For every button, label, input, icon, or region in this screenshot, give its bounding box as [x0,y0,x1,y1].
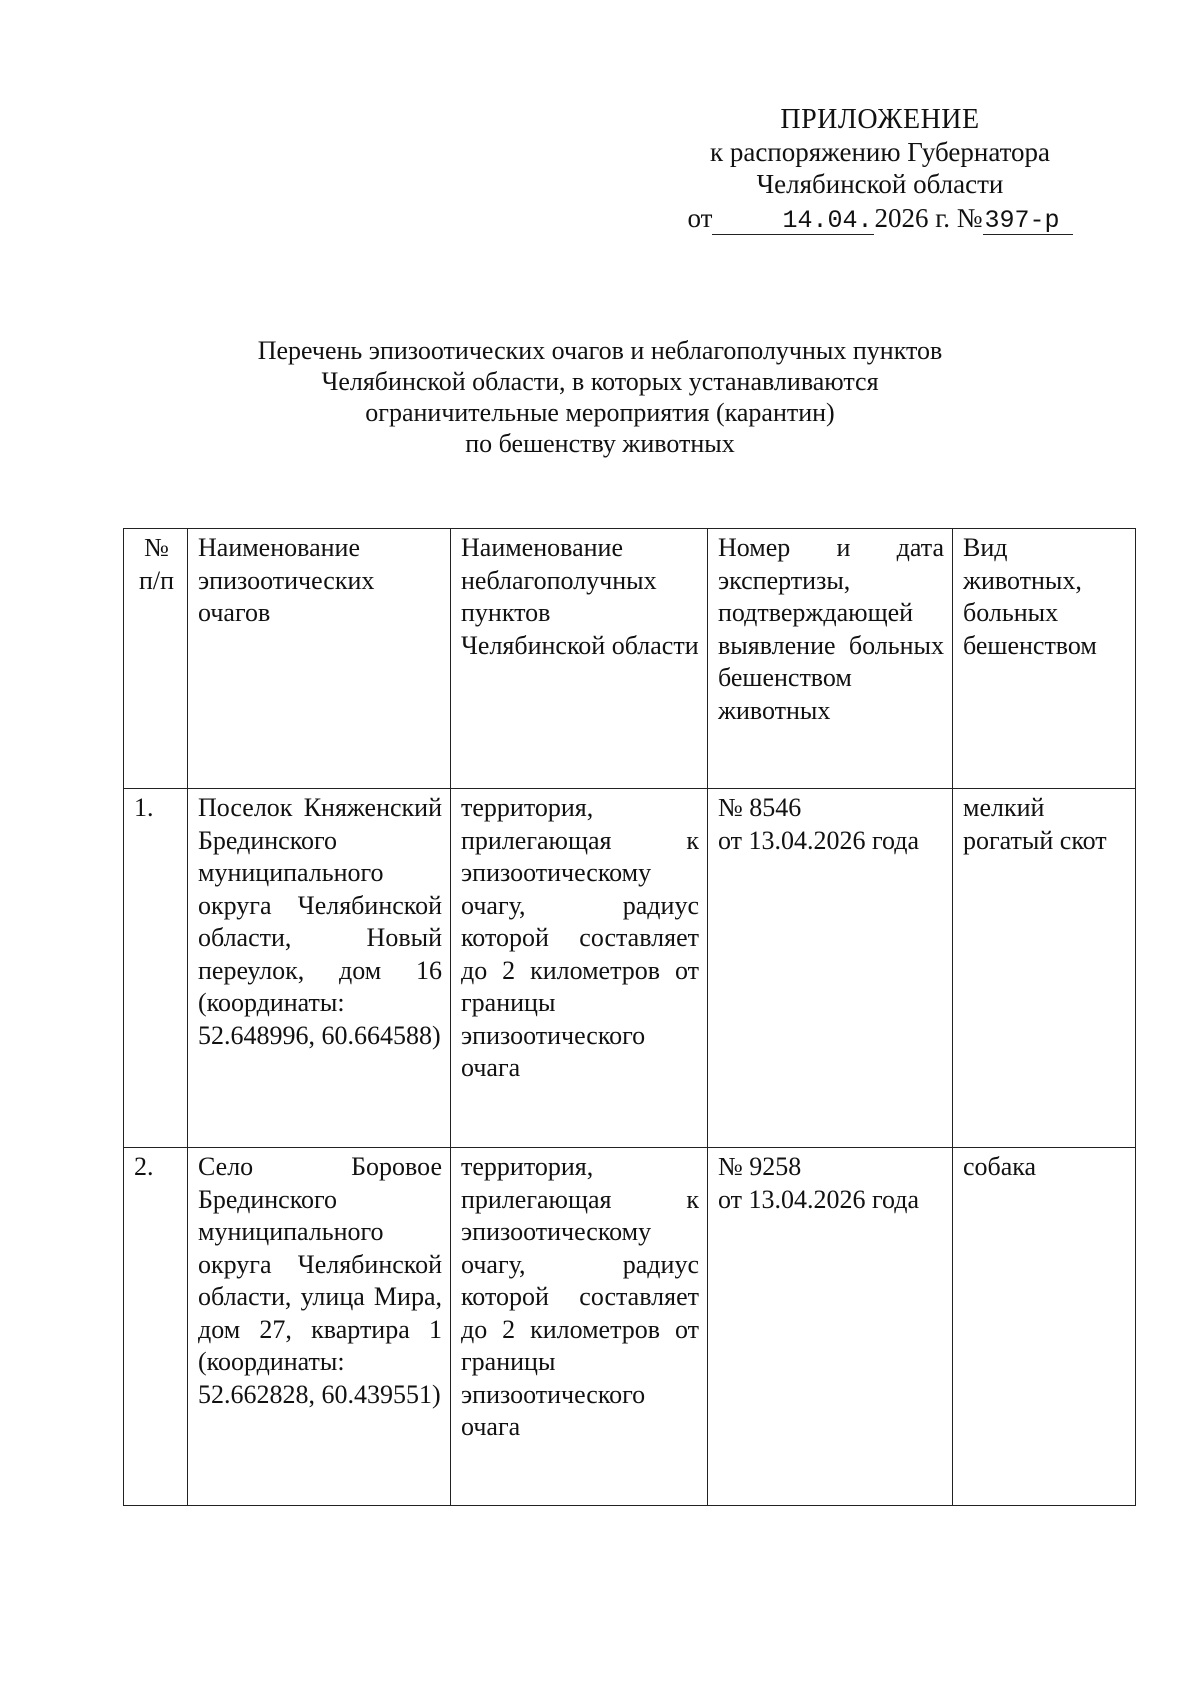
appendix-date-line [640,202,1120,235]
document-title-line: Челябинской области, в которых устанавливаются [321,367,879,396]
document-title-line: ограничительные мероприятия (карантин) [365,398,835,427]
appendix-header [640,104,1120,235]
date-field [712,205,874,235]
appendix-title: ПРИЛОЖЕНИЕ [780,104,980,135]
row-focus: Село Боровое Брединского муниципального округа Челябинской области, улица Мира, дом 27, квартира 1 (координаты: 52.662828, 60.439551) [188,1148,451,1506]
expertise-date: от 13.04.2026 года [718,1184,920,1214]
number-field [983,205,1073,235]
table-header-row [124,529,1136,789]
row-expertise [708,1148,953,1506]
quarantine-table [123,528,1136,1506]
expertise-number: № 8546 [718,793,802,822]
header-point: Наименование неблагополучных пунктов Челябинской области [451,529,708,789]
expertise-number: № 9258 [718,1152,802,1181]
row-point: территория, прилегающая к эпизоотическому очагу, радиус которой составляет до 2 километров от границы эпизоотического очага [451,789,708,1148]
appendix-order-line: к распоряжению Губернатора [709,137,1051,167]
document-title-line: по бешенству животных [465,429,735,458]
header-focus: Наименование эпизоотических очагов [188,529,451,789]
document-title [180,335,1020,459]
row-point: территория, прилегающая к эпизоотическому очагу, радиус которой составляет до 2 километров от границы эпизоотического очага [451,1148,708,1506]
expertise-date: от 13.04.2026 года [718,825,920,855]
row-kind: мелкий рогатый скот [953,789,1136,1148]
order-date: 14.04. [782,206,873,235]
table-row [124,789,1136,1148]
header-expertise: Номер и дата экспертизы, подтверждающей выявление больных бешенством животных [708,529,953,789]
from-label: от [687,203,713,233]
header-kind: Вид животных, больных бешенством [953,529,1136,789]
document-title-line: Перечень эпизоотических очагов и неблагополучных пунктов [257,336,943,365]
row-focus: Поселок Княженский Брединского муниципального округа Челябинской области, Новый переулок, дом 16 (координаты: 52.648996, 60.664588) [188,789,451,1148]
order-number: 397-р [984,206,1060,235]
row-number: 2. [124,1148,188,1506]
header-no: № п/п [124,529,188,789]
row-kind: собака [953,1148,1136,1506]
appendix-region-line: Челябинской области [756,169,1004,199]
row-expertise [708,789,953,1148]
table-row [124,1148,1136,1506]
year-number-label: 2026 г. № [874,203,983,233]
row-number: 1. [124,789,188,1148]
